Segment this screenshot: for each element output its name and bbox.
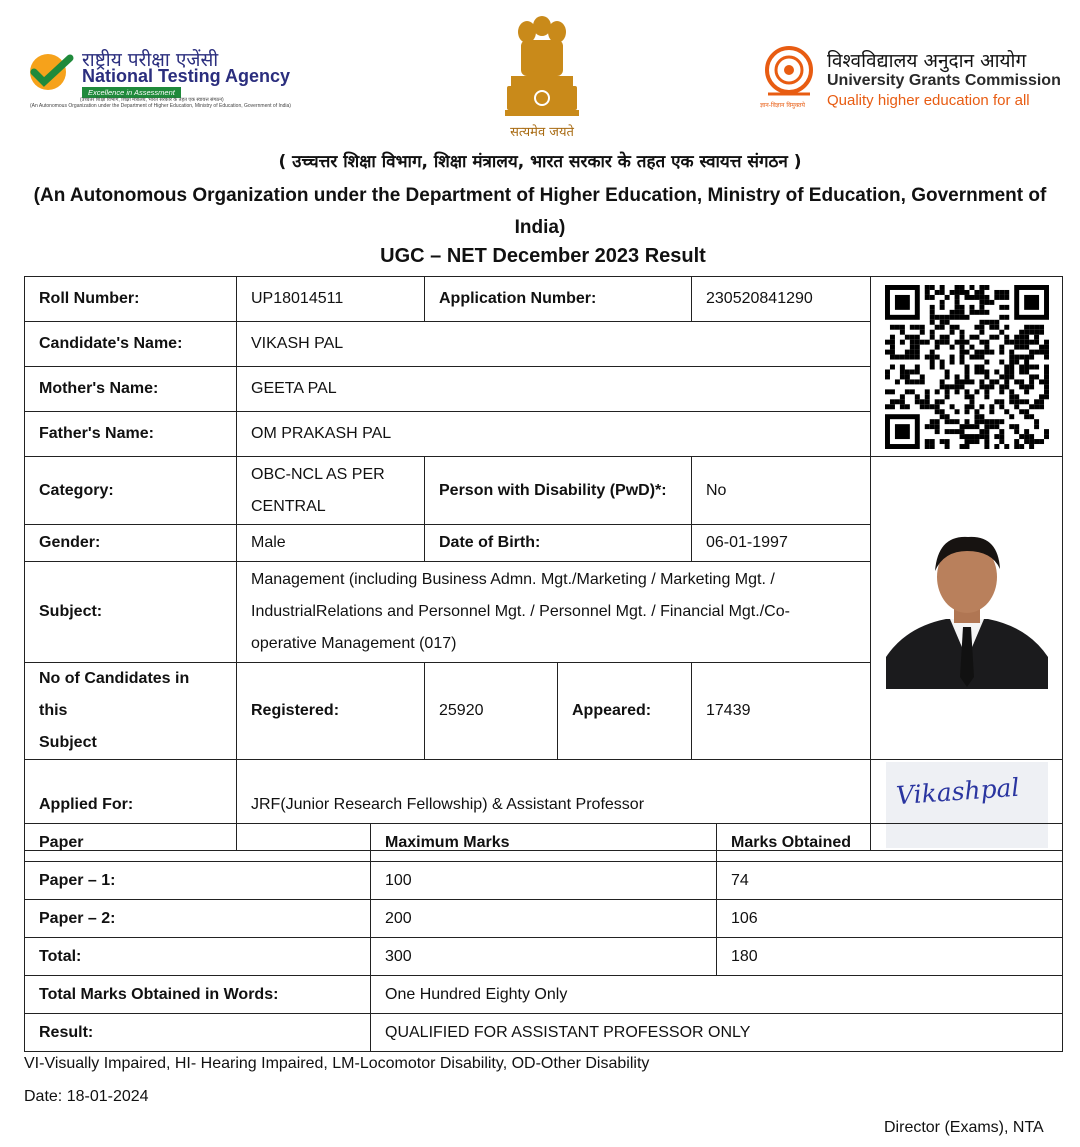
qr-code-cell (871, 277, 1063, 457)
paper-1-max: 100 (371, 862, 717, 900)
application-number-value: 230520841290 (692, 277, 871, 322)
father-name-value: OM PRAKASH PAL (237, 412, 871, 457)
nta-subtext (30, 97, 291, 109)
total-obtained: 180 (717, 938, 1063, 976)
nta-hindi-name: राष्ट्रीय परीक्षा एजेंसी (82, 49, 219, 71)
candidate-name-value: VIKASH PAL (237, 322, 871, 367)
ugc-english-name: University Grants Commission (827, 72, 1061, 89)
marks-obtained-header: Marks Obtained (717, 824, 1063, 862)
nta-subtext-hindi: (उच्चतर शिक्षा विभाग, शिक्षा मंत्रालय, भारत सरकार के तहत एक स्वायत्त संगठन) (80, 97, 224, 103)
candidate-photo-cell (871, 457, 1063, 760)
father-name-label: Father's Name: (25, 412, 237, 457)
subject-label: Subject: (25, 562, 237, 663)
gender-label: Gender: (25, 525, 237, 562)
signatory: Director (Exams), NTA (884, 1119, 1044, 1136)
qr-code-icon (885, 285, 1049, 449)
gender-value: Male (237, 525, 425, 562)
subject-line-3: operative Management (017) (251, 635, 457, 652)
category-value (237, 457, 425, 525)
mother-name-value: GEETA PAL (237, 367, 871, 412)
ugc-tagline: Quality higher education for all (827, 92, 1030, 109)
nta-english-name: National Testing Agency (82, 66, 291, 86)
paper-1-label: Paper – 1: (25, 862, 371, 900)
candidate-photo (886, 527, 1048, 689)
paper-2-label: Paper – 2: (25, 900, 371, 938)
nta-logo (26, 52, 74, 97)
result-value: QUALIFIED FOR ASSISTANT PROFESSOR ONLY (371, 1014, 1063, 1052)
mother-name-label: Mother's Name: (25, 367, 237, 412)
dob-label: Date of Birth: (425, 525, 692, 562)
applied-for-value: JRF(Junior Research Fellowship) & Assistant Professor (237, 760, 871, 851)
pwd-label: Person with Disability (PwD)*: (425, 457, 692, 525)
english-subtitle: (An Autonomous Organization under the Department of Higher Education, Ministry of Education, Government of India) (33, 185, 1047, 238)
max-marks-header: Maximum Marks (371, 824, 717, 862)
candidate-name-label: Candidate's Name: (25, 322, 237, 367)
table-row (25, 862, 1063, 900)
category-label: Category: (25, 457, 237, 525)
marks-in-words-label: Total Marks Obtained in Words: (25, 976, 371, 1014)
paper-2-obtained: 106 (717, 900, 1063, 938)
registered-value: 25920 (425, 663, 558, 760)
roll-number-value: UP18014511 (237, 277, 425, 322)
ugc-hindi-name: विश्वविद्यालय अनुदान आयोग (827, 50, 1027, 72)
candidates-count-label (25, 663, 237, 760)
nta-subtext-english: (An Autonomous Organization under the Department of Higher Education, Ministry of Education, Government of India) (30, 103, 291, 109)
roll-number-label: Roll Number: (25, 277, 237, 322)
candidates-count-label-line-2: Subject (39, 734, 97, 751)
signature-text: Vikashpal (894, 772, 1020, 811)
dob-value: 06-01-1997 (692, 525, 871, 562)
marks-table (24, 823, 1063, 1052)
registered-label: Registered: (237, 663, 425, 760)
candidates-count-label-line-1: No of Candidates in this (39, 670, 190, 719)
total-max: 300 (371, 938, 717, 976)
application-number-label: Application Number: (425, 277, 692, 322)
appeared-label: Appeared: (558, 663, 692, 760)
category-line-1: OBC-NCL AS PER (251, 465, 385, 483)
appeared-value: 17439 (692, 663, 871, 760)
subject-line-2: IndustrialRelations and Personnel Mgt. / Personnel Mgt. / Financial Mgt./Co- (251, 603, 790, 620)
subject-value (237, 562, 871, 663)
result-date: Date: 18-01-2024 (24, 1088, 149, 1105)
emblem-motto: सत्यमेव जयते (510, 125, 574, 140)
marks-in-words-value: One Hundred Eighty Only (371, 976, 1063, 1014)
disability-legend: VI-Visually Impaired, HI- Hearing Impaired, LM-Locomotor Disability, OD-Other Disability (24, 1055, 650, 1072)
result-label: Result: (25, 1014, 371, 1052)
ugc-seal-caption: ज्ञान-विज्ञान विमुक्तये (760, 102, 806, 109)
nta-check-icon (26, 52, 74, 92)
subject-line-1: Management (including Business Admn. Mgt./Marketing / Marketing Mgt. / (251, 571, 775, 588)
pwd-value: No (692, 457, 871, 525)
category-line-2: CENTRAL (251, 497, 326, 515)
total-label: Total: (25, 938, 371, 976)
paper-header: Paper (25, 824, 371, 862)
nta-tagline: Excellence in Assessment (82, 87, 181, 98)
table-row (25, 900, 1063, 938)
paper-1-obtained: 74 (717, 862, 1063, 900)
table-row (25, 938, 1063, 976)
candidate-details-table (24, 276, 1063, 851)
applied-for-label: Applied For: (25, 760, 237, 851)
hindi-subtitle: ( उच्चत्तर शिक्षा विभाग, शिक्षा मंत्रालय, भारत सरकार के तहत एक स्वायत्त संगठन ) (278, 152, 802, 172)
paper-2-max: 200 (371, 900, 717, 938)
page-title: UGC – NET December 2023 Result (380, 245, 706, 267)
